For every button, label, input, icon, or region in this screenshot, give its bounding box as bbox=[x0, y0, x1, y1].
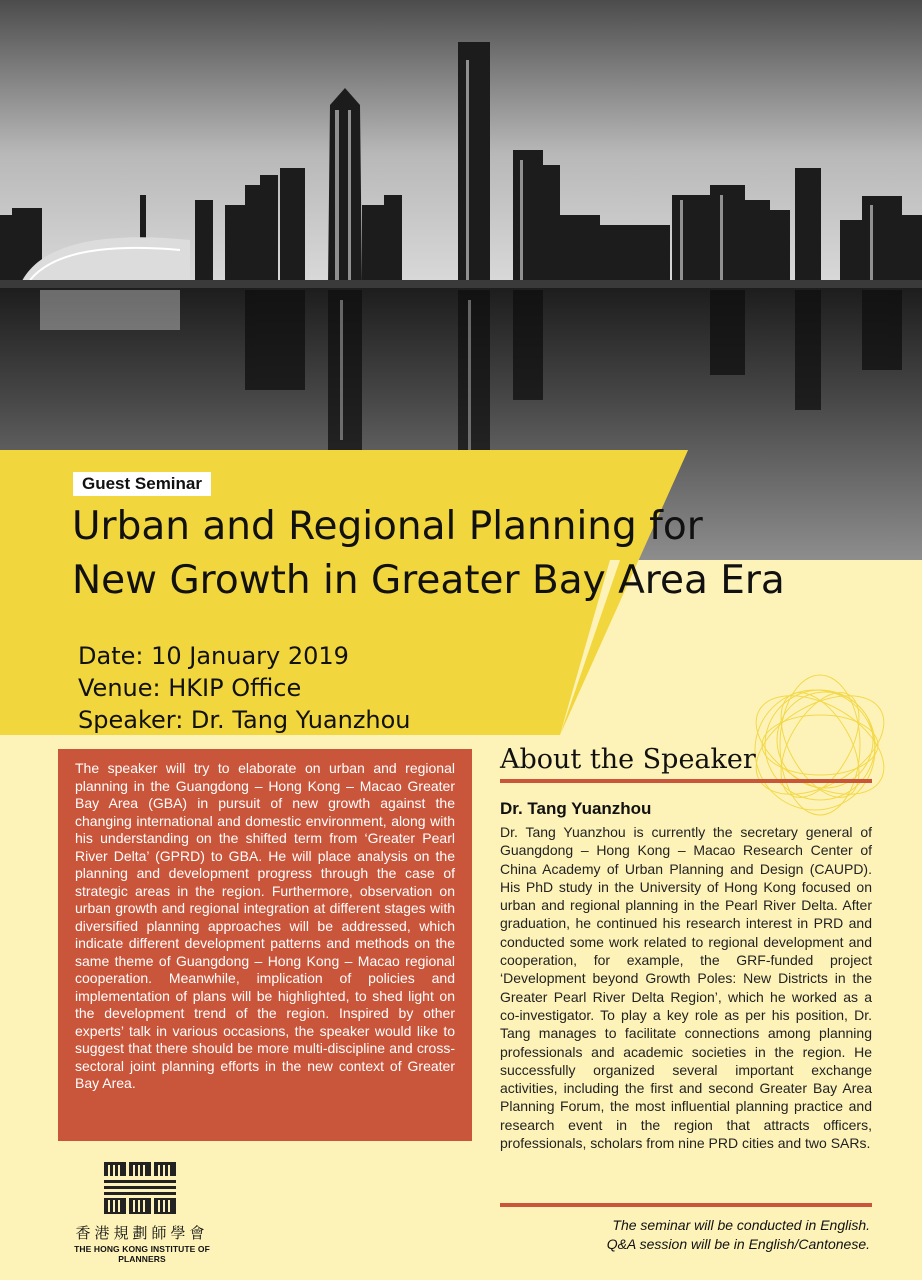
speaker-name: Dr. Tang Yuanzhou bbox=[500, 799, 652, 818]
event-venue: Venue: HKIP Office bbox=[78, 674, 302, 702]
title-line-2: New Growth in Greater Bay Area Era bbox=[72, 558, 785, 603]
logo-english-name: THE HONG KONG INSTITUTE OF PLANNERS bbox=[74, 1244, 210, 1264]
language-note-line-1: The seminar will be conducted in English. bbox=[612, 1217, 870, 1233]
speaker-bio: Dr. Tang Yuanzhou is currently the secretary general of Guangdong – Hong Kong – Macao Research Center of China Academy of Urban Planning and Design (CAUPD). His PhD study in the University of Hong Kong focused on urban and regional planning in the Pearl River Delta. After graduation, he continued his research interest in PRD and conducted some work related to regional development and cooperation, for example, the GRF-funded project ‘Development beyond Growth Poles: New Districts in the Greater Pearl River Delta Region’, which he worked as a co-investigator. To play a key role as per his position, Dr. Tang manages to facilitate connections among planning professionals and academic societies in the region. He successfully organized several important exchange activities, including the first and second Greater Bay Area Planning Forum, the most influential planning practice and research event in the region that attracts officers, professionals, scholars from nine PRD cities and two SARs. bbox=[500, 824, 872, 1152]
divider-top bbox=[500, 779, 872, 783]
event-type-badge: Guest Seminar bbox=[73, 472, 211, 496]
hkip-emblem-icon bbox=[104, 1162, 176, 1214]
event-speaker: Speaker: Dr. Tang Yuanzhou bbox=[78, 706, 411, 734]
logo-chinese-name: 香港規劃師學會 bbox=[75, 1224, 209, 1242]
language-note-line-2: Q&A session will be in English/Cantonese. bbox=[606, 1236, 870, 1252]
seminar-title bbox=[72, 500, 912, 608]
divider-bottom bbox=[500, 1203, 872, 1207]
about-speaker-heading: About the Speaker bbox=[500, 744, 756, 775]
language-note bbox=[607, 1216, 870, 1254]
title-line-1: Urban and Regional Planning for bbox=[72, 504, 703, 549]
seminar-abstract: The speaker will try to elaborate on urban and regional planning in the Guangdong – Hong Kong – Macao Greater Bay Area (GBA) in pursuit of new growth against the changing international and domestic environment, along with his understanding on the shifted term from ‘Greater Pearl River Delta’ (GPRD) to GBA. He will place analysis on the planning and development progress through the case of strategic areas in the region. Furthermore, observation on urban growth and regional integration at different stages with diversified planning approaches will be addressed, which indicate different development patterns and methods on the same theme of Guangdong – Hong Kong – Macao regional cooperation. Meanwhile, implication of policies and implementation of plans will be highlighted, to shed light on the development trend of the region. Inspired by other experts’ talk in various occasions, the speaker would like to suggest that there should be more multi-discipline and cross-sectoral joint planning efforts in the new context of Greater Bay Area. bbox=[58, 749, 472, 1141]
event-date: Date: 10 January 2019 bbox=[78, 642, 349, 670]
event-details bbox=[78, 640, 411, 736]
hkip-logo bbox=[58, 1162, 226, 1262]
